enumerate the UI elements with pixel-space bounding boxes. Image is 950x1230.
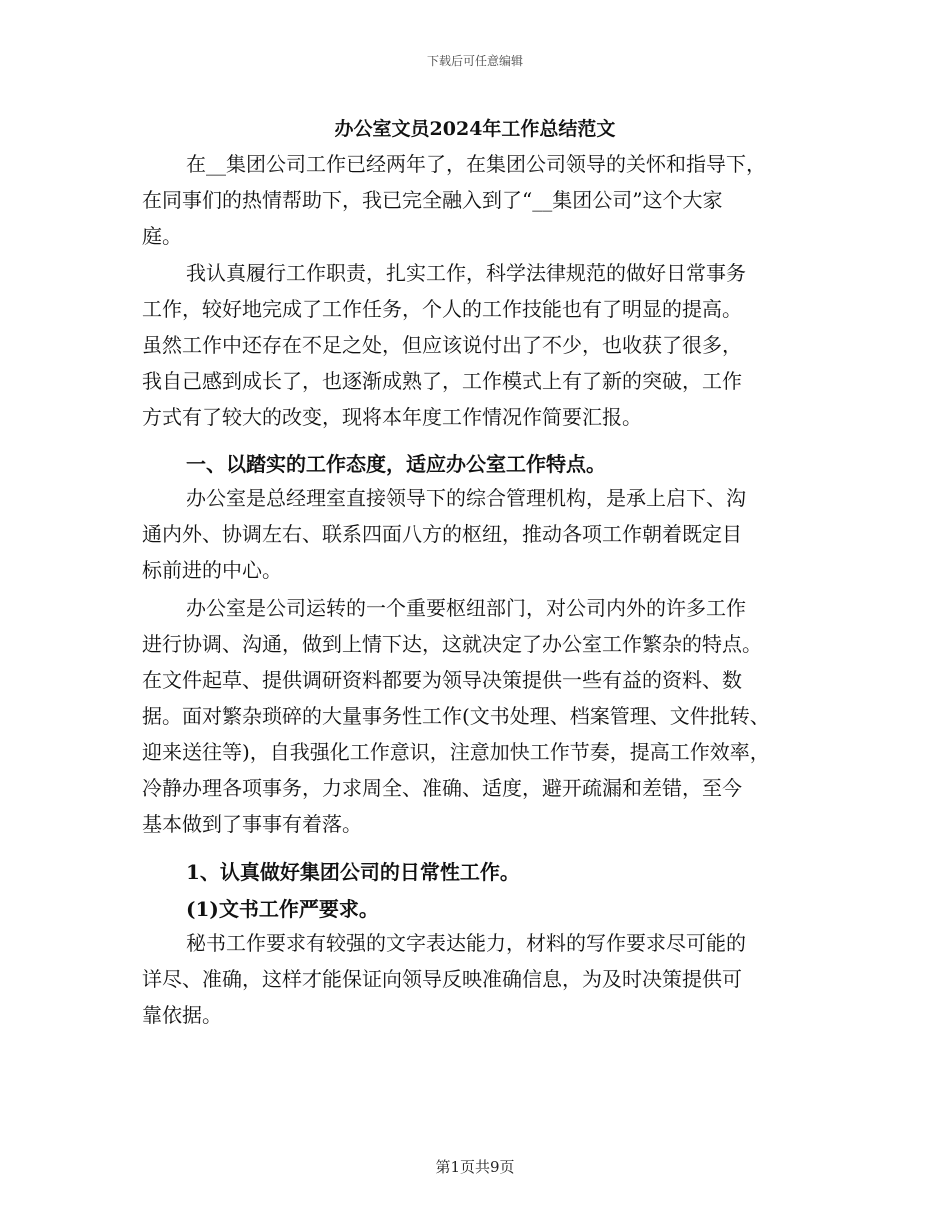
paragraph-line: 靠依据。: [142, 1003, 222, 1027]
paragraph-line: 据。面对繁杂琐碎的大量事务性工作(文书处理、档案管理、文件批转、: [142, 704, 770, 728]
paragraph-3: [142, 480, 822, 588]
paragraph-line: 在__集团公司工作已经两年了，在集团公司领导的关怀和指导下，: [186, 152, 766, 176]
page-header: 下载后可任意编辑: [426, 54, 523, 68]
paragraph-line: 迎来送往等)，自我强化工作意识，注意加快工作节奏，提高工作效率，: [142, 740, 770, 764]
paragraph-line: 标前进的中心。: [142, 558, 282, 582]
paragraph-line: 进行协调、沟通，做到上情下达，这就决定了办公室工作繁杂的特点。: [142, 632, 762, 656]
paragraph-line: 庭。: [142, 224, 182, 248]
paragraph-line: 秘书工作要求有较强的文字表达能力，材料的写作要求尽可能的: [186, 931, 746, 955]
document-title: 办公室文员2024年工作总结范文: [334, 118, 616, 140]
paragraph-line: 虽然工作中还存在不足之处，但应该说付出了不少，也收获了很多，: [142, 333, 742, 357]
paragraph-line: 办公室是公司运转的一个重要枢纽部门，对公司内外的许多工作: [186, 596, 746, 620]
paragraph-4: [142, 590, 822, 842]
paragraph-1: [142, 146, 822, 254]
section-heading-3: (1)文书工作严要求。: [186, 897, 379, 921]
paragraph-line: 通内外、协调左右、联系四面八方的枢纽，推动各项工作朝着既定目: [142, 522, 742, 546]
paragraph-line: 在文件起草、提供调研资料都要为领导决策提供一些有益的资料、数: [142, 668, 742, 692]
paragraph-line: 方式有了较大的改变，现将本年度工作情况作简要汇报。: [142, 405, 642, 429]
section-heading-2: 1、认真做好集团公司的日常性工作。: [186, 860, 520, 884]
paragraph-line: 在同事们的热情帮助下，我已完全融入到了“__集团公司”这个大家: [142, 188, 723, 212]
paragraph-line: 我自己感到成长了，也逐渐成熟了，工作模式上有了新的突破，工作: [142, 369, 742, 393]
page-footer: 第1页共9页: [435, 1158, 515, 1176]
section-heading-1: 一、以踏实的工作态度，适应办公室工作特点。: [186, 452, 606, 476]
paragraph-5: [142, 925, 822, 1033]
paragraph-line: 我认真履行工作职责，扎实工作，科学法律规范的做好日常事务: [186, 261, 746, 285]
paragraph-line: 冷静办理各项事务，力求周全、准确、适度，避开疏漏和差错，至今: [142, 776, 742, 800]
paragraph-line: 工作，较好地完成了工作任务，个人的工作技能也有了明显的提高。: [142, 297, 742, 321]
paragraph-line: 详尽、准确，这样才能保证向领导反映准确信息，为及时决策提供可: [142, 967, 742, 991]
paragraph-line: 办公室是总经理室直接领导下的综合管理机构，是承上启下、沟: [186, 486, 746, 510]
paragraph-line: 基本做到了事事有着落。: [142, 812, 362, 836]
paragraph-2: [142, 255, 822, 435]
